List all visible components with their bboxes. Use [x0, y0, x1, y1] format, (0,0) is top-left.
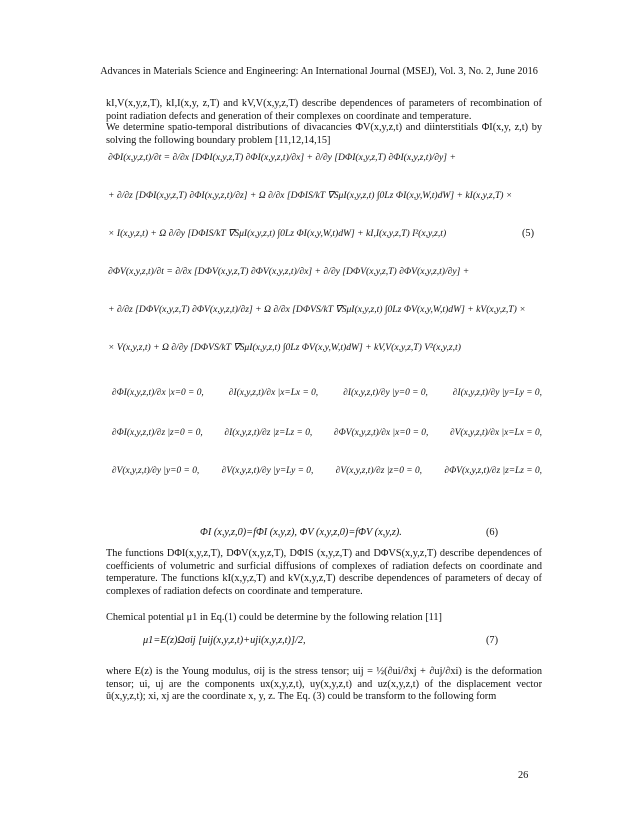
boundary-condition: ∂ΦI(x,y,z,t)/∂z |z=0 = 0,	[112, 428, 203, 438]
equation-7: μ1=E(z)Ωσij [uij(x,y,z,t)+uji(x,y,z,t)]/2,	[143, 635, 306, 646]
boundary-condition: ∂ΦV(x,y,z,t)/∂x |x=0 = 0,	[333, 428, 429, 438]
boundary-condition: ∂I(x,y,z,t)/∂y |y=0 = 0,	[343, 388, 428, 398]
equation-5-line-4: ∂ΦV(x,y,z,t)/∂t = ∂/∂x [DΦV(x,y,z,T) ∂ΦV(x,y,z,t)/∂x] + ∂/∂y [DΦV(x,y,z,T) ∂ΦV(x,y,z,t)/∂y] +	[108, 266, 470, 277]
paragraph-young-modulus: where E(z) is the Young modulus, σij is the stress tensor; uij = ½(∂ui/∂xj + ∂uj/∂xi) is the deformation tensor; ui, uj are the components ux(x,y,z,t), uy(x,y,z,t) and uz(x,y,z,t) of the displacement vector ū(x,y,z,t); xi, xj are the coordinate x, y, z. The Eq. (3) could be transform to the following form	[106, 666, 542, 703]
boundary-condition: ∂I(x,y,z,t)/∂z |z=Lz = 0,	[224, 428, 313, 438]
boundary-condition: ∂I(x,y,z,t)/∂y |y=Ly = 0,	[452, 388, 542, 398]
equation-5-line-1: ∂ΦI(x,y,z,t)/∂t = ∂/∂x [DΦI(x,y,z,T) ∂ΦI(x,y,z,t)/∂x] + ∂/∂y [DΦI(x,y,z,T) ∂ΦI(x,y,z,t)/∂y] +	[108, 152, 456, 163]
equation-5-number: (5)	[522, 228, 535, 239]
equation-5-line-3: × I(x,y,z,t) + Ω ∂/∂y [DΦIS/kT ∇SμI(x,y,z,t) ∫0Lz ΦI(x,y,W,t)dW] + kI,I(x,y,z,T) I²(x,y,z,t)	[108, 228, 447, 239]
paragraph-chemical-potential: Chemical potential μ1 in Eq.(1) could be determine by the following relation [11]	[106, 612, 442, 623]
running-header: Advances in Materials Science and Engineering: An International Journal (MSEJ), Vol. 3, No. 2, June 2016	[100, 66, 538, 77]
equation-6-number: (6)	[486, 527, 499, 538]
equation-6: ΦI (x,y,z,0)=fΦI (x,y,z), ΦV (x,y,z,0)=fΦV (x,y,z).	[200, 527, 402, 538]
equation-5-line-2: + ∂/∂z [DΦI(x,y,z,T) ∂ΦI(x,y,z,t)/∂z] + Ω ∂/∂x [DΦIS/kT ∇SμI(x,y,z,t) ∫0Lz ΦI(x,y,W,t)dW] + kI(x,y,z,T) ×	[108, 190, 513, 201]
equation-5-line-6: × V(x,y,z,t) + Ω ∂/∂y [DΦVS/kT ∇SμI(x,y,z,t) ∫0Lz ΦV(x,y,W,t)dW] + kV,V(x,y,z,T) V²(x,y,z,t)	[108, 342, 461, 353]
equation-5-line-5: + ∂/∂z [DΦV(x,y,z,T) ∂ΦV(x,y,z,t)/∂z] + Ω ∂/∂x [DΦVS/kT ∇SμI(x,y,z,t) ∫0Lz ΦV(x,y,W,t)dW] + kV(x,y,z,T) ×	[108, 304, 526, 315]
boundary-conditions-row-2	[112, 428, 542, 438]
boundary-condition: ∂V(x,y,z,t)/∂y |y=Ly = 0,	[221, 466, 314, 476]
paragraph-recombination: kI,V(x,y,z,T), kI,I(x,y, z,T) and kV,V(x,y,z,T) describe dependences of parameters of recombination of point radiation defects and generation of their complexes on coordinate and temperature.	[106, 98, 542, 122]
boundary-conditions-row-3	[112, 466, 542, 476]
page-number: 26	[518, 770, 529, 781]
paragraph-diffusion-functions: The functions DΦI(x,y,z,T), DΦV(x,y,z,T), DΦIS (x,y,z,T) and DΦVS(x,y,z,T) describe dependences of coefficients of volumetric and surficial diffusions of complexes of radiation defects on coordinate and temperature. The functions kI(x,y,z,T) and kV(x,y,z,T) describe dependences of parameters of decay of complexes of radiation defects on coordinate and temperature.	[106, 548, 542, 597]
boundary-condition: ∂ΦI(x,y,z,t)/∂x |x=0 = 0,	[112, 388, 204, 398]
boundary-conditions-row-1	[112, 388, 542, 398]
boundary-condition: ∂V(x,y,z,t)/∂x |x=Lx = 0,	[450, 428, 542, 438]
boundary-condition: ∂I(x,y,z,t)/∂x |x=Lx = 0,	[228, 388, 319, 398]
paragraph-boundary-problem: We determine spatio-temporal distributions of divacancies ΦV(x,y,z,t) and diinterstitials ΦI(x,y, z,t) by solving the following boundary problem [11,12,14,15]	[106, 122, 542, 146]
equation-7-number: (7)	[486, 635, 499, 646]
boundary-condition: ∂V(x,y,z,t)/∂z |z=0 = 0,	[335, 466, 422, 476]
boundary-condition: ∂V(x,y,z,t)/∂y |y=0 = 0,	[112, 466, 200, 476]
boundary-condition: ∂ΦV(x,y,z,t)/∂z |z=Lz = 0,	[444, 466, 542, 476]
